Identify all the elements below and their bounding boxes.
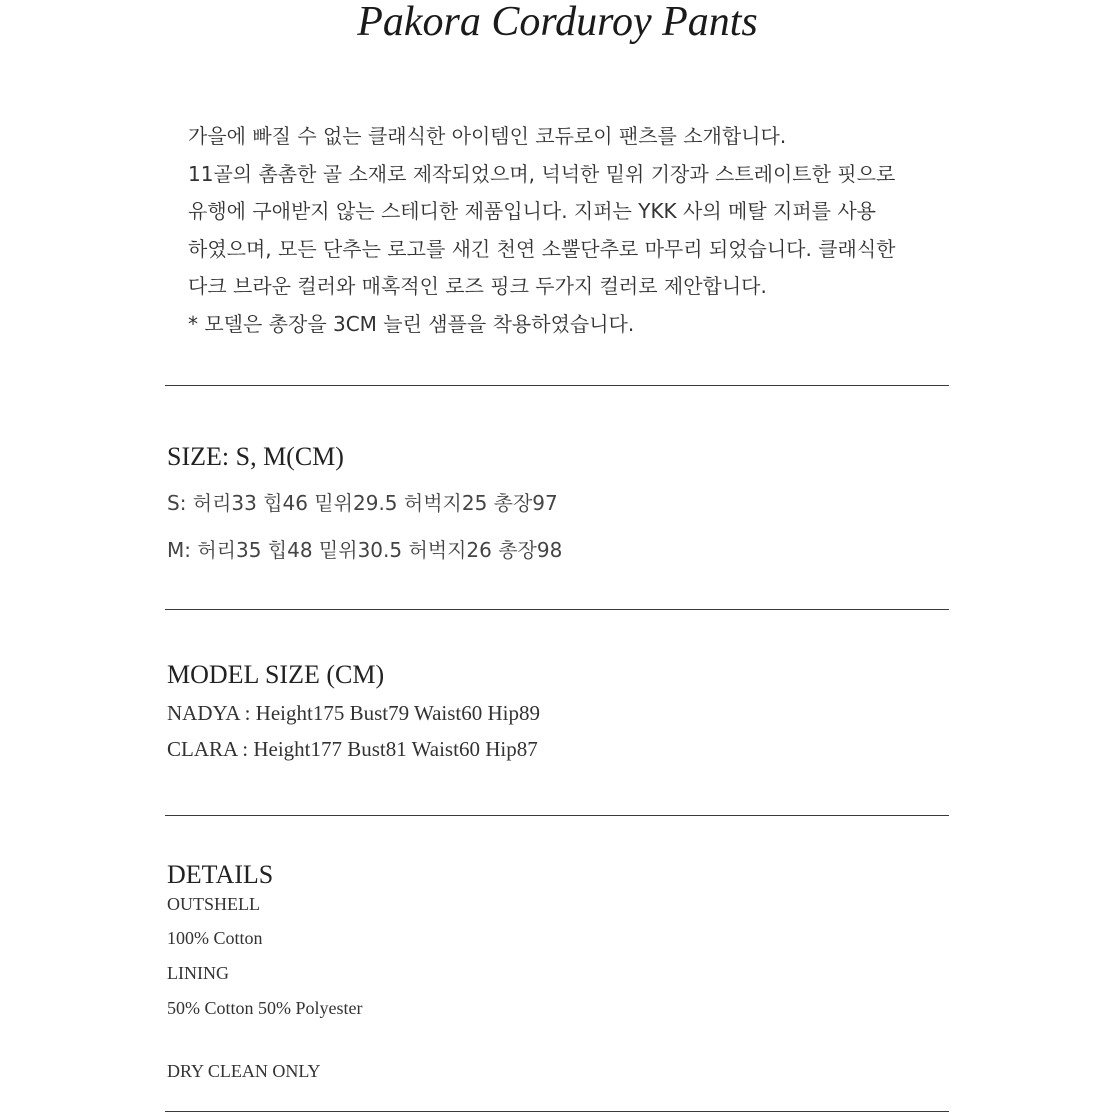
outshell-label: OUTSHELL (167, 894, 260, 914)
description-note: * 모델은 총장을 3CM 늘린 샘플을 착용하였습니다. (188, 311, 635, 336)
product-description (188, 118, 948, 343)
model-nadya: NADYA : Height175 Bust79 Waist60 Hip89 (167, 701, 541, 725)
model-clara: CLARA : Height177 Bust81 Waist60 Hip87 (167, 737, 538, 761)
divider (165, 815, 949, 816)
description-line: 하였으며, 모든 단추는 로고를 새긴 천연 소뿔단추로 마무리 되었습니다. 클래식한 (188, 236, 896, 261)
lining-label: LINING (167, 963, 229, 983)
details-heading: DETAILS (167, 860, 274, 889)
size-m-measurements: M: 허리35 힙48 밑위30.5 허벅지26 총장98 (167, 538, 563, 562)
divider (165, 1111, 949, 1112)
divider (165, 385, 949, 386)
product-title: Pakora Corduroy Pants (357, 0, 758, 45)
description-line: 11골의 촘촘한 골 소재로 제작되었으며, 넉넉한 밑위 기장과 스트레이트한 핏으로 (188, 161, 896, 186)
size-heading: SIZE: S, M(CM) (167, 442, 344, 471)
lining-value: 50% Cotton 50% Polyester (167, 998, 363, 1018)
model-size-heading: MODEL SIZE (CM) (167, 660, 385, 689)
size-s-measurements: S: 허리33 힙46 밑위29.5 허벅지25 총장97 (167, 491, 558, 515)
divider (165, 609, 949, 610)
description-line: 가을에 빠질 수 없는 클래식한 아이템인 코듀로이 팬츠를 소개합니다. (188, 124, 787, 148)
outshell-value: 100% Cotton (167, 928, 263, 948)
care-instruction: DRY CLEAN ONLY (167, 1061, 321, 1081)
description-line: 다크 브라운 컬러와 매혹적인 로즈 핑크 두가지 컬러로 제안합니다. (188, 274, 767, 298)
description-line: 유행에 구애받지 않는 스테디한 제품입니다. 지퍼는 YKK 사의 메탈 지퍼를 사용 (188, 199, 876, 223)
